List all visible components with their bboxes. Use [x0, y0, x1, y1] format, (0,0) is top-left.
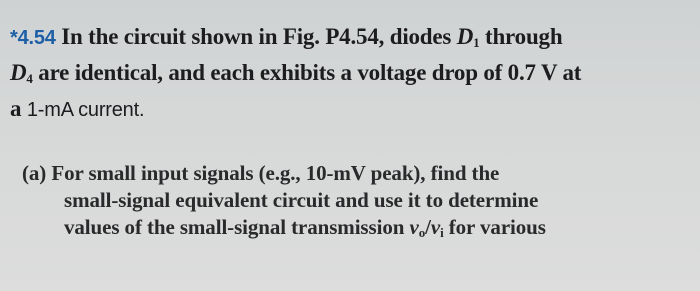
- vi-subscript: i: [440, 225, 444, 240]
- problem-text-2: are identical, and each exhibits a voltage drop of 0.7 V at: [32, 60, 582, 85]
- part-a-text-3-prefix: values of the small-signal transmission: [64, 215, 410, 239]
- problem-line-1: [10, 22, 690, 58]
- problem-line-3: [10, 94, 690, 125]
- part-a-text-3-suffix: for various: [443, 215, 546, 239]
- part-a: [22, 160, 692, 246]
- diode-subscript-1: 1: [473, 35, 480, 50]
- problem-text-1: In the circuit shown in Fig. P4.54, diodes: [55, 24, 457, 49]
- problem-line-2: [10, 58, 690, 94]
- vo-symbol: v: [409, 215, 419, 239]
- problem-number: *4.54: [10, 27, 56, 49]
- vo-subscript: o: [418, 225, 426, 240]
- part-a-line-1: [22, 160, 692, 187]
- problem-statement: [10, 22, 690, 125]
- diode-symbol-4: D: [10, 60, 27, 85]
- through-word: through: [479, 24, 563, 49]
- ratio-slash: /: [425, 215, 431, 239]
- problem-text-3: 1-mA current.: [26, 99, 145, 121]
- part-a-line-3: [22, 214, 692, 246]
- diode-symbol-1: D: [456, 24, 474, 49]
- part-a-label: (a): [22, 161, 47, 185]
- part-a-text-2: small-signal equivalent circuit and use it to determine: [64, 188, 539, 212]
- diode-subscript-4: 4: [26, 71, 33, 86]
- part-a-text-1: For small input signals (e.g., 10-mV peak), find the: [46, 161, 500, 185]
- problem-text-3-prefix: a: [10, 96, 27, 121]
- part-a-line-2: [22, 187, 692, 214]
- vi-symbol: v: [430, 215, 441, 239]
